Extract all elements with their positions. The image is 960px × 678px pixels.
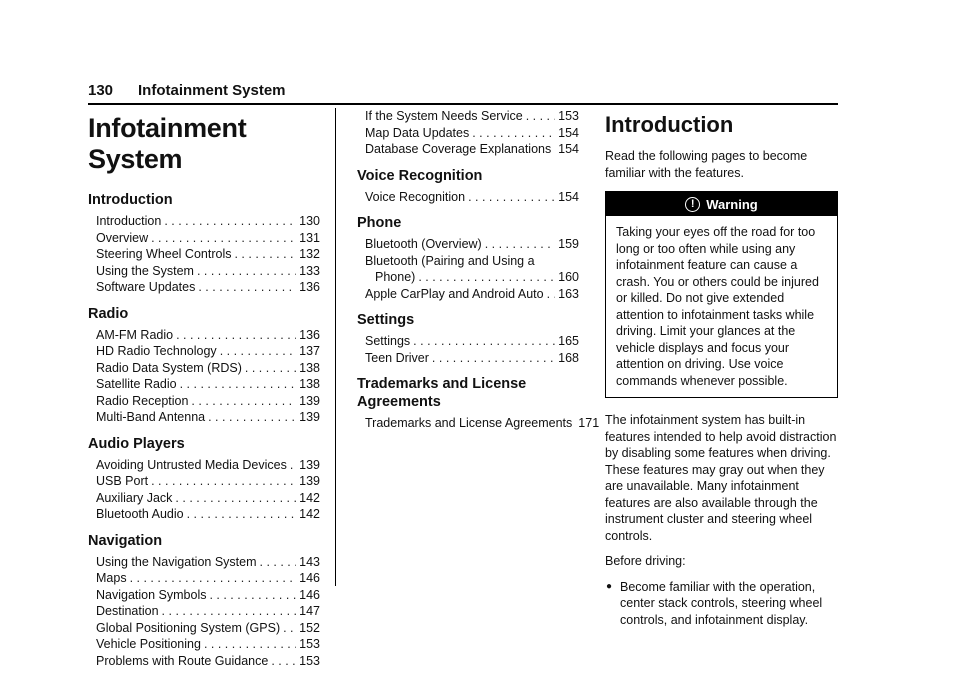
toc-entry[interactable]: Settings . . . 165 [357, 333, 579, 350]
toc-entry[interactable]: Overview . . . 131 [88, 230, 320, 247]
toc-entry[interactable]: Steering Wheel Controls . . . 132 [88, 246, 320, 263]
toc-section-title: Introduction [88, 192, 173, 208]
toc-section-title: Settings [357, 312, 415, 328]
page-number: 130 [88, 82, 114, 99]
toc-entry[interactable]: Radio Data System (RDS) . . . 138 [88, 360, 320, 377]
introduction-heading: Introduction [605, 112, 734, 137]
toc-entry[interactable]: Database Coverage Explanations . . . 154 [357, 141, 579, 158]
introduction-column [605, 108, 838, 628]
toc-entry[interactable]: Problems with Route Guidance . . . 153 [88, 653, 320, 670]
warning-header [606, 192, 837, 216]
intro-lead-paragraph: Read the following pages to become familiar with the features. [605, 149, 808, 180]
bullet-icon: ● [606, 580, 613, 592]
toc-entry[interactable]: Trademarks and License Agreements 171 [365, 416, 600, 430]
before-driving-text: Before driving: [605, 554, 686, 568]
list-item: ● Become familiar with the operation, center stack controls, steering wheel controls, and infotainment display. [606, 579, 823, 627]
toc-entry[interactable]: If the System Needs Service . . . 153 [357, 108, 579, 125]
toc-section-introduction [88, 191, 320, 296]
toc-entry[interactable]: Navigation Symbols . . . 146 [88, 587, 320, 604]
toc-section-audio-players [88, 435, 320, 523]
page-header [88, 82, 838, 104]
header-rule [88, 103, 838, 105]
warning-circle-icon: ! [685, 197, 700, 212]
toc-entry[interactable]: Apple CarPlay and Android Auto . . . 163 [357, 286, 579, 303]
toc-section-trademarks [357, 375, 600, 432]
toc-entry[interactable]: Auxiliary Jack . . . 142 [88, 490, 320, 507]
intro-body-paragraph: The infotainment system has built-in features intended to help avoid distraction by disabling some features when driving. These features may gray out when they are unavailable. Many infotainment features are also available through the instrument cluster and steering wheel controls. [605, 413, 837, 543]
toc-section-settings [357, 311, 579, 366]
toc-section-title: Phone [357, 215, 402, 231]
column-divider [335, 108, 336, 586]
toc-section-phone [357, 214, 579, 302]
toc-entry[interactable]: Teen Driver . . . 168 [357, 350, 579, 367]
toc-entry[interactable]: Avoiding Untrusted Media Devices . . . 139 [88, 457, 320, 474]
warning-label: Warning [706, 196, 758, 212]
toc-section-title: Audio Players [88, 435, 185, 452]
toc-entry[interactable]: AM-FM Radio . . . 136 [88, 327, 320, 344]
toc-section-title: Voice Recognition [357, 167, 483, 184]
toc-column-1 [88, 108, 320, 678]
toc-entry[interactable]: Using the Navigation System . . . 143 [88, 554, 320, 571]
toc-section-title: Navigation [88, 532, 163, 549]
toc-entry[interactable]: Introduction . . . 130 [88, 213, 320, 230]
toc-entry[interactable]: Bluetooth Audio . . . 142 [88, 506, 320, 523]
toc-entry[interactable]: Vehicle Positioning . . . 153 [88, 636, 320, 653]
toc-entry[interactable]: Multi-Band Antenna . . . 139 [88, 409, 320, 426]
toc-entry[interactable]: Map Data Updates . . . 154 [357, 125, 579, 142]
toc-entry[interactable]: Bluetooth (Overview) . . . 159 [357, 236, 579, 253]
toc-entry[interactable]: Radio Reception . . . 139 [88, 393, 320, 410]
toc-entry[interactable]: Using the System . . . 133 [88, 263, 320, 280]
toc-entry[interactable]: HD Radio Technology . . . 137 [88, 343, 320, 360]
toc-section-navigation [88, 532, 320, 670]
toc-section-title: Radio [88, 305, 129, 322]
running-title: Infotainment System [138, 82, 286, 99]
bullet-list [605, 579, 838, 629]
toc-entry[interactable]: Destination . . . 147 [88, 603, 320, 620]
warning-box [605, 191, 838, 398]
toc-section-voice-recognition [357, 167, 579, 206]
toc-entry[interactable]: Global Positioning System (GPS) . . . 152 [88, 620, 320, 637]
toc-section-title: Trademarks and License Agreements [357, 376, 527, 410]
toc-column-2 [357, 108, 600, 441]
toc-entry[interactable]: Bluetooth (Pairing and Using a Phone) . . . 160 [357, 253, 579, 286]
toc-section-radio [88, 305, 320, 426]
chapter-title: Infotainment System [88, 113, 247, 174]
toc-entry[interactable]: Voice Recognition . . . 154 [357, 189, 579, 206]
toc-section-navigation-continued [357, 108, 579, 158]
toc-entry[interactable]: USB Port . . . 139 [88, 473, 320, 490]
toc-entry[interactable]: Software Updates . . . 136 [88, 279, 320, 296]
toc-entry[interactable]: Maps . . . 146 [88, 570, 320, 587]
warning-text: Taking your eyes off the road for too long or too often while using any infotainment feature can cause a crash. You or others could be injured or killed. Do not give extended attention to infotainment tasks while driving. Limit your glances at the vehicle displays and focus your attention on driving. Use voice commands whenever possible. [616, 225, 819, 388]
toc-entry[interactable]: Satellite Radio . . . 138 [88, 376, 320, 393]
